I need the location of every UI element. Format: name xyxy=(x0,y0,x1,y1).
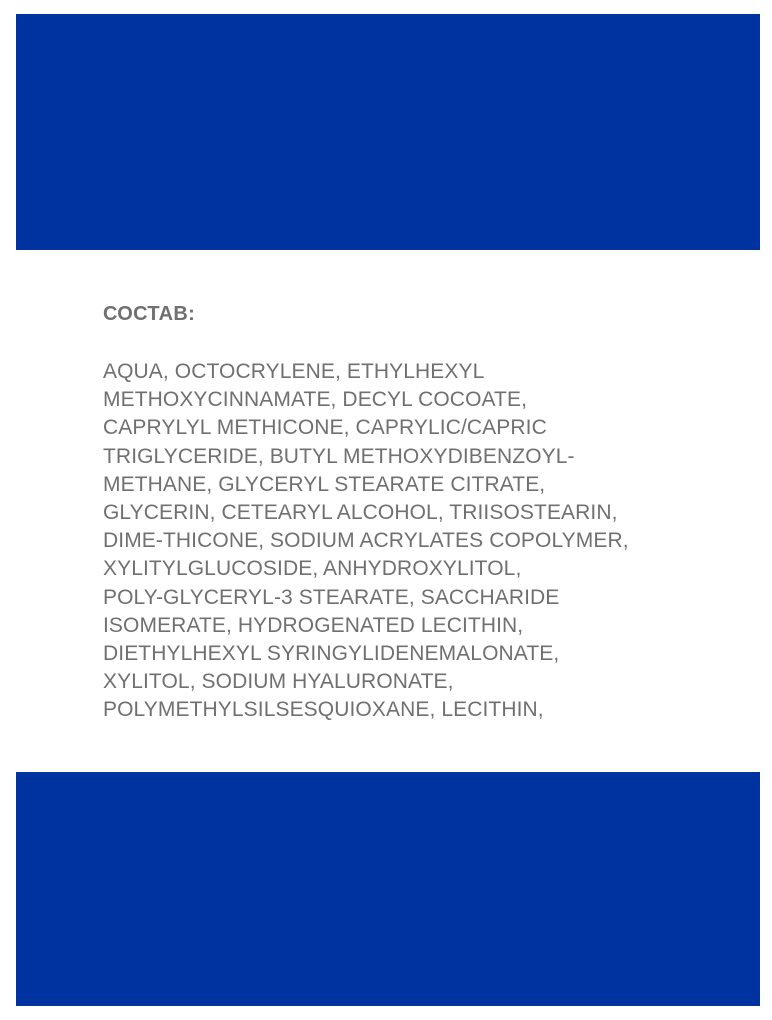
ingredients-line: ISOMERATE, HYDROGENATED LECITHIN, xyxy=(103,613,524,637)
ingredients-line: AQUA, OCTOCRYLENE, ETHYLHEXYL xyxy=(103,360,485,383)
ingredients-line: CAPRYLYL METHICONE, CAPRYLIC/CAPRIC xyxy=(103,416,547,440)
ingredients-line: POLY-GLYCERYL-3 STEARATE, SACCHARIDE xyxy=(103,585,560,609)
ingredients-line: DIETHYLHEXYL SYRINGYLIDENEMALONATE, xyxy=(103,642,560,666)
ingredients-line: METHOXYCINNAMATE, DECYL COCOATE, xyxy=(103,388,528,412)
ingredients-line: TRIGLYCERIDE, BUTYL METHOXYDIBENZOYL- xyxy=(103,444,575,468)
composition-section xyxy=(103,300,743,725)
ingredients-line: DIME-THICONE, SODIUM ACRYLATES COPOLYMER, xyxy=(103,529,629,553)
top-blue-band xyxy=(16,14,760,250)
ingredients-line: METHANE, GLYCERYL STEARATE CITRATE, xyxy=(103,472,546,496)
ingredients-list xyxy=(103,358,743,725)
bottom-blue-band xyxy=(16,772,760,1006)
ingredients-line: GLYCERIN, CETEARYL ALCOHOL, TRIISOSTEARIN, xyxy=(103,501,618,525)
ingredients-line: XYLITOL, SODIUM HYALURONATE, xyxy=(103,670,454,694)
ingredients-line: XYLITYLGLUCOSIDE, ANHYDROXYLITOL, xyxy=(103,557,522,581)
ingredients-line: POLYMETHYLSILSESQUIOXANE, LECITHIN, xyxy=(103,698,544,722)
composition-heading: СОСТАВ: xyxy=(103,303,196,325)
